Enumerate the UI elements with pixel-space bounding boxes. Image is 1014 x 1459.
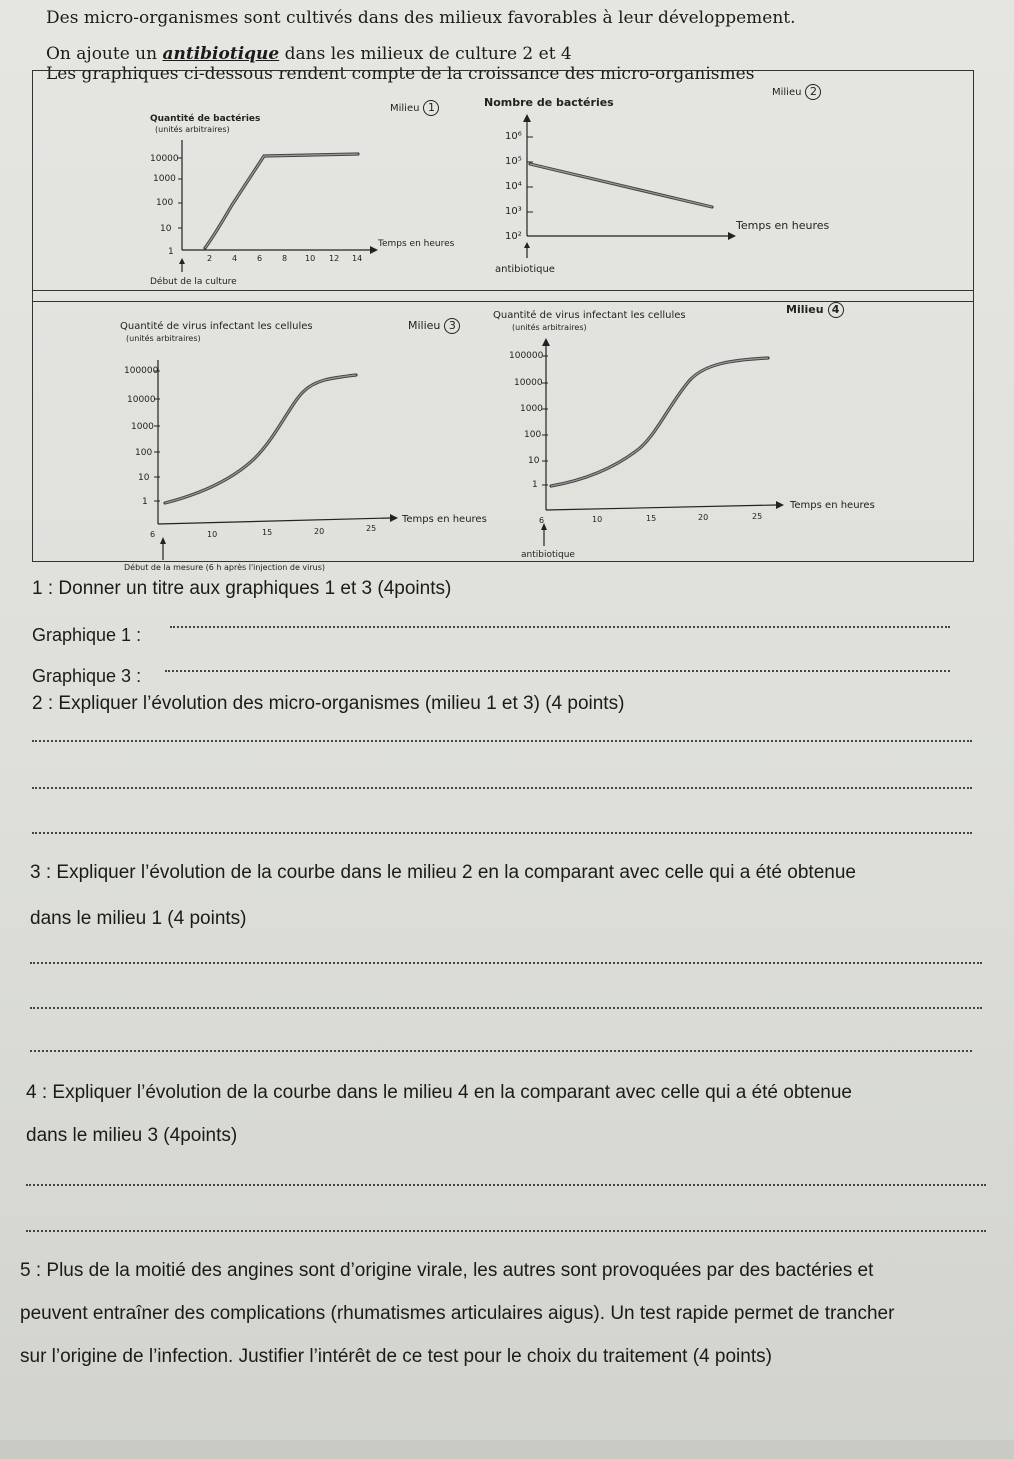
g1-ytick-3: 10	[160, 224, 172, 234]
antibiotique-emphasis: antibiotique	[162, 44, 280, 64]
g4-ylabel: Quantité de virus infectant les cellules	[493, 310, 686, 321]
g2-xlabel: Temps en heures	[736, 219, 830, 232]
question-3-line-2: dans le milieu 1 (4 points)	[30, 908, 247, 929]
g4-milieu-number: 4	[828, 302, 844, 318]
graphique-1-label: Graphique 1 :	[32, 625, 142, 645]
q2-answer-line-3[interactable]	[32, 832, 972, 834]
g2-ylabel: Nombre de bactéries	[484, 96, 614, 109]
g4-yunit: (unités arbitraires)	[512, 323, 587, 332]
question-4-line-2: dans le milieu 3 (4points)	[26, 1125, 238, 1146]
g3-xtick-0: 6	[150, 530, 156, 539]
g3-yunit: (unités arbitraires)	[126, 334, 201, 343]
g4-xtick-4: 25	[752, 512, 763, 521]
g1-footer: Début de la culture	[150, 277, 237, 287]
g3-ytick-3: 100	[135, 448, 153, 458]
g4-ytick-4: 10	[528, 456, 540, 466]
g2-ytick-3: 10³	[505, 206, 522, 217]
intro-line-3: Les graphiques ci-dessous rendent compte de la croissance des micro-organismes	[46, 64, 755, 84]
g3-ytick-4: 10	[138, 473, 150, 483]
g4-y-arrow	[542, 338, 550, 346]
question-1: 1 : Donner un titre aux graphiques 1 et 3 (4points)	[32, 578, 452, 599]
question-5-line-2: peuvent entraîner des complications (rhumatismes articulaires aigus). Un test rapide permet de trancher	[20, 1303, 895, 1324]
g3-milieu-number: 3	[444, 318, 460, 334]
q2-answer-line-1[interactable]	[32, 740, 972, 742]
g4-ytick-0: 100000	[509, 351, 544, 361]
g3-xlabel: Temps en heures	[402, 514, 487, 525]
g3-xtick-2: 15	[262, 528, 273, 537]
graphique-1-answer-line[interactable]	[170, 626, 950, 628]
g4-xlabel: Temps en heures	[790, 500, 875, 511]
g1-xtick-5: 12	[329, 254, 340, 263]
g1-xlabel: Temps en heures	[378, 239, 455, 249]
question-5-line-3: sur l’origine de l’infection. Justifier l’intérêt de ce test pour le choix du traitement (4 points)	[20, 1346, 772, 1367]
g1-xtick-2: 6	[257, 254, 263, 263]
g1-milieu-number: 1	[423, 100, 439, 116]
graphique-3-answer-line[interactable]	[165, 670, 950, 672]
g4-footer: antibiotique	[521, 550, 575, 560]
g1-ytick-2: 100	[156, 198, 174, 208]
g3-xtick-3: 20	[314, 527, 325, 536]
q2-answer-line-2[interactable]	[32, 787, 972, 789]
g1-ytick-0: 10000	[150, 154, 179, 164]
g4-antibiotic-arrowhead	[541, 523, 547, 530]
g2-ytick-4: 10²	[505, 231, 522, 242]
g2-ytick-2: 10⁴	[505, 181, 522, 192]
g3-xtick-1: 10	[207, 530, 218, 539]
question-2: 2 : Expliquer l’évolution des micro-organismes (milieu 1 et 3) (4 points)	[32, 693, 625, 714]
g1-xtick-3: 8	[282, 254, 288, 263]
question-3-line-1: 3 : Expliquer l’évolution de la courbe dans le milieu 2 en la comparant avec celle qui a été obtenue	[30, 862, 856, 883]
g3-ylabel: Quantité de virus infectant les cellules	[120, 321, 313, 332]
g1-milieu-label: Milieu	[390, 103, 420, 114]
q3-answer-line-1[interactable]	[30, 962, 982, 964]
q4-answer-line-1[interactable]	[26, 1184, 986, 1186]
q3-answer-line-2[interactable]	[30, 1007, 982, 1009]
g4-ytick-3: 100	[524, 430, 542, 440]
g3-ytick-1: 10000	[127, 395, 156, 405]
g4-ytick-5: 1	[532, 480, 538, 490]
intro-line-2-pre: On ajoute un	[46, 44, 163, 64]
g2-ytick-1: 10⁵	[505, 156, 522, 167]
page-bottom-shadow	[0, 1440, 1014, 1459]
intro-line-1: Des micro-organismes sont cultivés dans des milieux favorables à leur développement.	[46, 8, 796, 28]
g3-ytick-5: 1	[142, 497, 148, 507]
q3-answer-line-3[interactable]	[30, 1050, 972, 1052]
g3-xtick-4: 25	[366, 524, 377, 533]
q4-answer-line-2[interactable]	[26, 1230, 986, 1232]
g2-footer: antibiotique	[495, 264, 555, 275]
g2-milieu-label: Milieu	[772, 87, 802, 98]
g4-x-arrow	[776, 501, 784, 509]
g4-curve	[551, 358, 768, 486]
g3-ytick-2: 1000	[131, 422, 154, 432]
g4-ytick-1: 10000	[514, 378, 543, 388]
graphique-3-label: Graphique 3 :	[32, 666, 142, 686]
question-5-line-1: 5 : Plus de la moitié des angines sont d’origine virale, les autres sont provoquées par des bactéries et	[20, 1260, 874, 1281]
g4-xtick-3: 20	[698, 513, 709, 522]
g1-yunit: (unités arbitraires)	[155, 125, 230, 134]
g4-xtick-1: 10	[592, 515, 603, 524]
g1-xtick-6: 14	[352, 254, 363, 263]
g1-ytick-1: 1000	[153, 174, 176, 184]
g1-ylabel: Quantité de bactéries	[150, 114, 261, 124]
g2-milieu-number: 2	[805, 84, 821, 100]
g4-milieu-label: Milieu	[786, 303, 824, 316]
g3-ytick-0: 100000	[124, 366, 159, 376]
g1-ytick-4: 1	[168, 247, 174, 257]
g1-xtick-4: 10	[305, 254, 316, 263]
question-4-line-1: 4 : Expliquer l’évolution de la courbe dans le milieu 4 en la comparant avec celle qui a été obtenue	[26, 1082, 852, 1103]
g1-xtick-1: 4	[232, 254, 238, 263]
g4-xtick-0: 6	[539, 516, 545, 525]
g3-milieu-label: Milieu	[408, 319, 441, 332]
g2-ytick-0: 10⁶	[505, 131, 522, 142]
g4-xtick-2: 15	[646, 514, 657, 523]
g3-footer: Début de la mesure (6 h après l'injection de virus)	[124, 563, 326, 572]
g1-xtick-0: 2	[207, 254, 213, 263]
g4-ytick-2: 1000	[520, 404, 543, 414]
g4-x-axis	[546, 505, 776, 510]
g4-plot	[0, 0, 1014, 600]
intro-line-2-post: dans les milieux de culture 2 et 4	[279, 44, 572, 64]
